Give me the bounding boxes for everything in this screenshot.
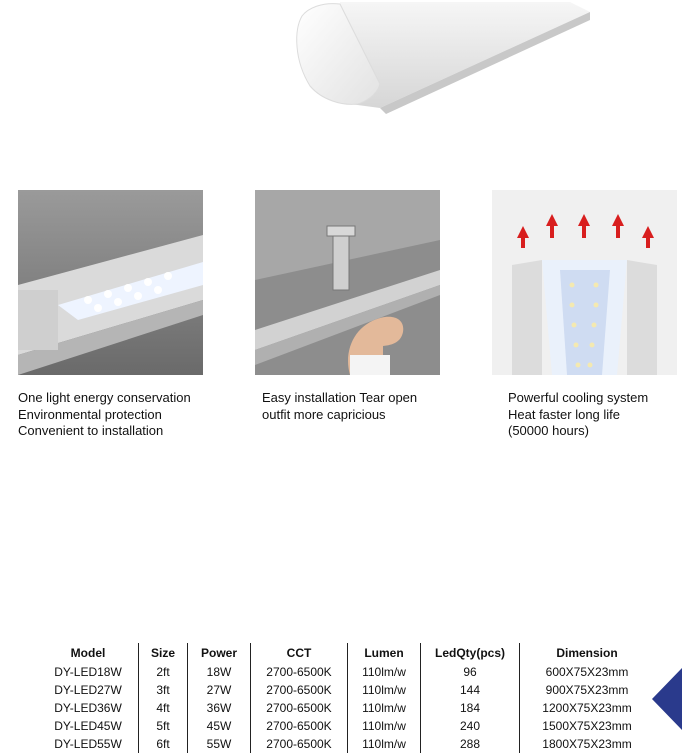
cell-ledqty: 96 <box>421 663 520 681</box>
caption-line: Convenient to installation <box>18 423 164 438</box>
cell-size: 5ft <box>139 717 188 735</box>
table-row <box>38 663 654 681</box>
column-header-size: Size <box>139 643 188 663</box>
cell-ledqty: 288 <box>421 735 520 753</box>
cell-model: DY-LED36W <box>54 701 122 715</box>
cell-power: 45W <box>188 717 251 735</box>
cell-model: DY-LED18W <box>54 665 122 679</box>
cell-power: 55W <box>188 735 251 753</box>
cell-size: 3ft <box>139 681 188 699</box>
feature-image-cooling <box>492 190 677 375</box>
cell-cct: 2700-6500K <box>251 699 348 717</box>
cell-lumen: 110lm/w <box>348 681 421 699</box>
cell-size: 4ft <box>139 699 188 717</box>
table-row <box>38 681 654 699</box>
caption-line: Environmental protection <box>18 406 162 422</box>
cell-dimension: 1500X75X23mm <box>520 717 655 735</box>
column-header-cct: CCT <box>251 643 348 663</box>
caption-line: (50000 hours) <box>508 423 589 438</box>
cell-lumen: 110lm/w <box>348 735 421 753</box>
cell-dimension: 900X75X23mm <box>520 681 655 699</box>
cell-lumen: 110lm/w <box>348 717 421 735</box>
table-header-row <box>38 643 654 663</box>
cell-cct: 2700-6500K <box>251 717 348 735</box>
caption-line: Heat faster long life <box>508 406 621 422</box>
feature-caption-installation <box>262 390 417 423</box>
cell-dimension: 600X75X23mm <box>520 663 655 681</box>
table-row <box>38 699 654 717</box>
caption-line: Easy installation Tear open <box>262 390 418 405</box>
column-header-model: Model <box>70 646 106 660</box>
cell-dimension: 1800X75X23mm <box>520 735 655 753</box>
cell-size: 2ft <box>139 663 188 681</box>
cell-cct: 2700-6500K <box>251 735 348 753</box>
cell-cct: 2700-6500K <box>251 681 348 699</box>
cell-model: DY-LED27W <box>54 683 122 697</box>
table-row <box>38 735 654 753</box>
column-header-power: Power <box>188 643 251 663</box>
column-header-lumen: Lumen <box>348 643 421 663</box>
caption-line: Powerful cooling system <box>508 390 649 405</box>
feature-caption-energy <box>18 390 191 440</box>
caption-line: One light energy conservation <box>18 390 191 405</box>
product-hero-image <box>270 0 590 120</box>
cell-ledqty: 184 <box>421 699 520 717</box>
cell-ledqty: 240 <box>421 717 520 735</box>
feature-image-energy <box>18 190 203 375</box>
corner-triangle-icon <box>652 668 682 730</box>
cell-power: 27W <box>188 681 251 699</box>
column-header-ledqty: LedQty(pcs) <box>421 643 520 663</box>
cell-ledqty: 144 <box>421 681 520 699</box>
cell-size: 6ft <box>139 735 188 753</box>
spec-table <box>38 643 654 753</box>
cell-lumen: 110lm/w <box>348 663 421 681</box>
feature-image-installation <box>255 190 440 375</box>
caption-line: outfit more capricious <box>262 406 386 422</box>
cell-power: 18W <box>188 663 251 681</box>
cell-lumen: 110lm/w <box>348 699 421 717</box>
cell-cct: 2700-6500K <box>251 663 348 681</box>
cell-dimension: 1200X75X23mm <box>520 699 655 717</box>
cell-model: DY-LED45W <box>54 719 122 733</box>
cell-model: DY-LED55W <box>54 737 122 751</box>
cell-power: 36W <box>188 699 251 717</box>
table-row <box>38 717 654 735</box>
feature-caption-cooling <box>508 390 648 440</box>
column-header-dimension: Dimension <box>520 643 655 663</box>
